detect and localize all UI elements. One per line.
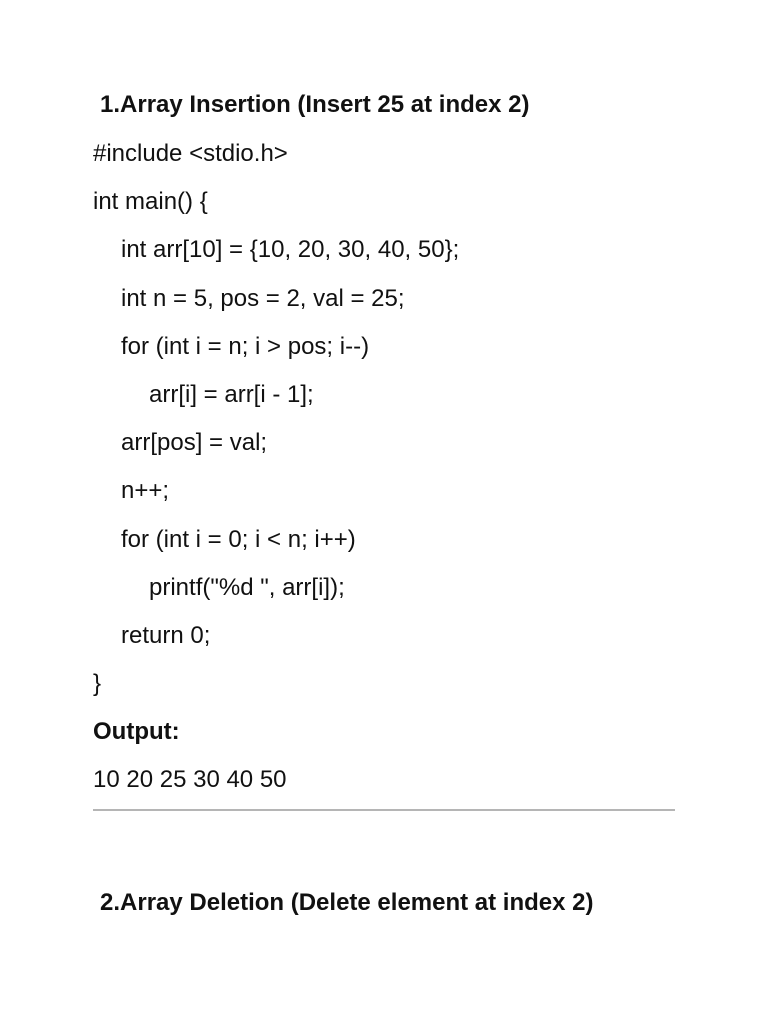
code-line: n++; — [121, 477, 170, 505]
code-line: #include <stdio.h> — [93, 140, 288, 167]
code-line: for (int i = 0; i < n; i++) — [121, 525, 356, 553]
code-block — [93, 136, 459, 714]
code-line: for (int i = n; i > pos; i--) — [121, 332, 370, 360]
section-heading-insertion: 1.Array Insertion (Insert 25 at index 2) — [100, 91, 530, 118]
code-line: } — [93, 670, 102, 698]
section-heading-deletion: 2.Array Deletion (Delete element at index 2) — [100, 889, 594, 916]
code-line: printf("%d ", arr[i]); — [149, 573, 345, 601]
output-label: Output: — [93, 718, 180, 745]
code-line: return 0; — [121, 621, 211, 649]
code-line: arr[i] = arr[i - 1]; — [149, 380, 314, 408]
code-line: int arr[10] = {10, 20, 30, 40, 50}; — [121, 236, 460, 264]
output-value: 10 20 25 30 40 50 — [93, 766, 287, 793]
code-line: int n = 5, pos = 2, val = 25; — [121, 284, 405, 312]
code-line: arr[pos] = val; — [121, 429, 268, 457]
horizontal-divider — [93, 809, 675, 811]
code-line: int main() { — [93, 188, 208, 216]
